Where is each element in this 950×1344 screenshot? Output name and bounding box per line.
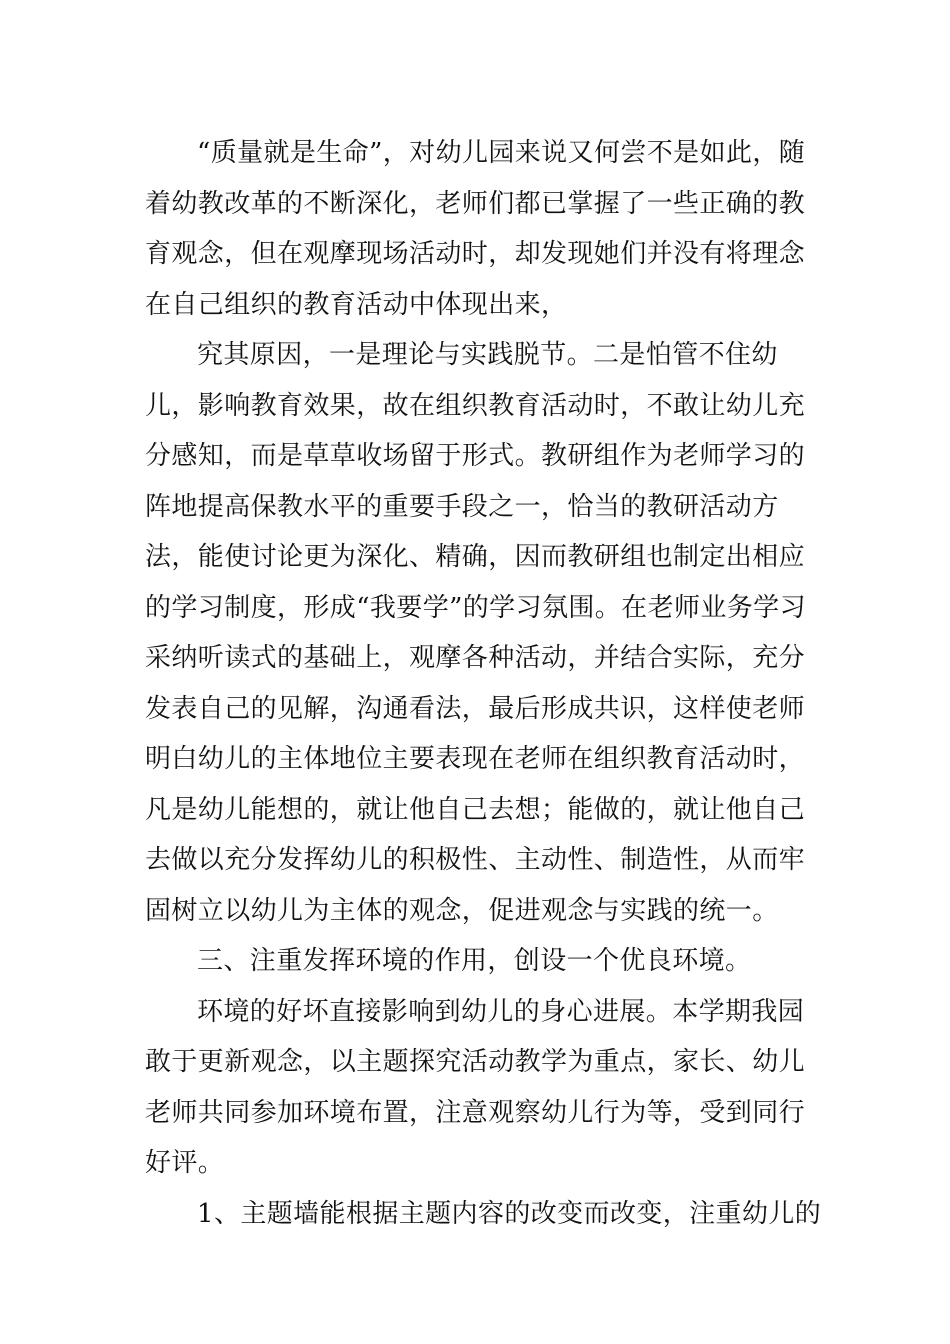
paragraph-quality-intro: “质量就是生命”，对幼儿园来说又何尝不是如此，随着幼教改革的不断深化，老师们都已掌握了一些正确的教育观念，但在观摩现场活动时，却发现她们并没有将理念在自己组织的教育活动中体现出来， [145,138,806,320]
document-body [145,128,825,1239]
paragraph-reasons: 究其原因，一是理论与实践脱节。二是怕管不住幼儿，影响教育效果，故在组织教育活动时，不敢让幼儿充分感知，而是草草收场留于形式。教研组作为老师学习的阵地提高保教水平的重要手段之一，恰当的教研活动方法，能使讨论更为深化、精确，因而教研组也制定出相应的学习制度，形成“我要学”的学习氛围。在老师业务学习采纳听读式的基础上，观摩各种活动，并结合实际，充分发表自己的见解，沟通看法，最后形成共识，这样使老师明白幼儿的主体地位主要表现在老师在组织教育活动时，凡是幼儿能想的，就让他自己去想；能做的，就让他自己去做以充分发挥幼儿的积极性、主动性、制造性，从而牢固树立以幼儿为主体的观念，促进观念与实践的统一。 [145,340,806,926]
list-item-theme-wall: 1、主题墙能根据主题内容的改变而改变，注重幼儿的 [197,1198,822,1229]
section-heading-environment: 三、注重发挥环境的作用，创设一个优良环境。 [197,946,752,976]
paragraph-environment: 环境的好坏直接影响到幼儿的身心进展。本学期我园敢于更新观念，以主题探究活动教学为重点，家长、幼儿老师共同参加环境布置，注意观察幼儿行为等，受到同行好评。 [145,996,806,1178]
